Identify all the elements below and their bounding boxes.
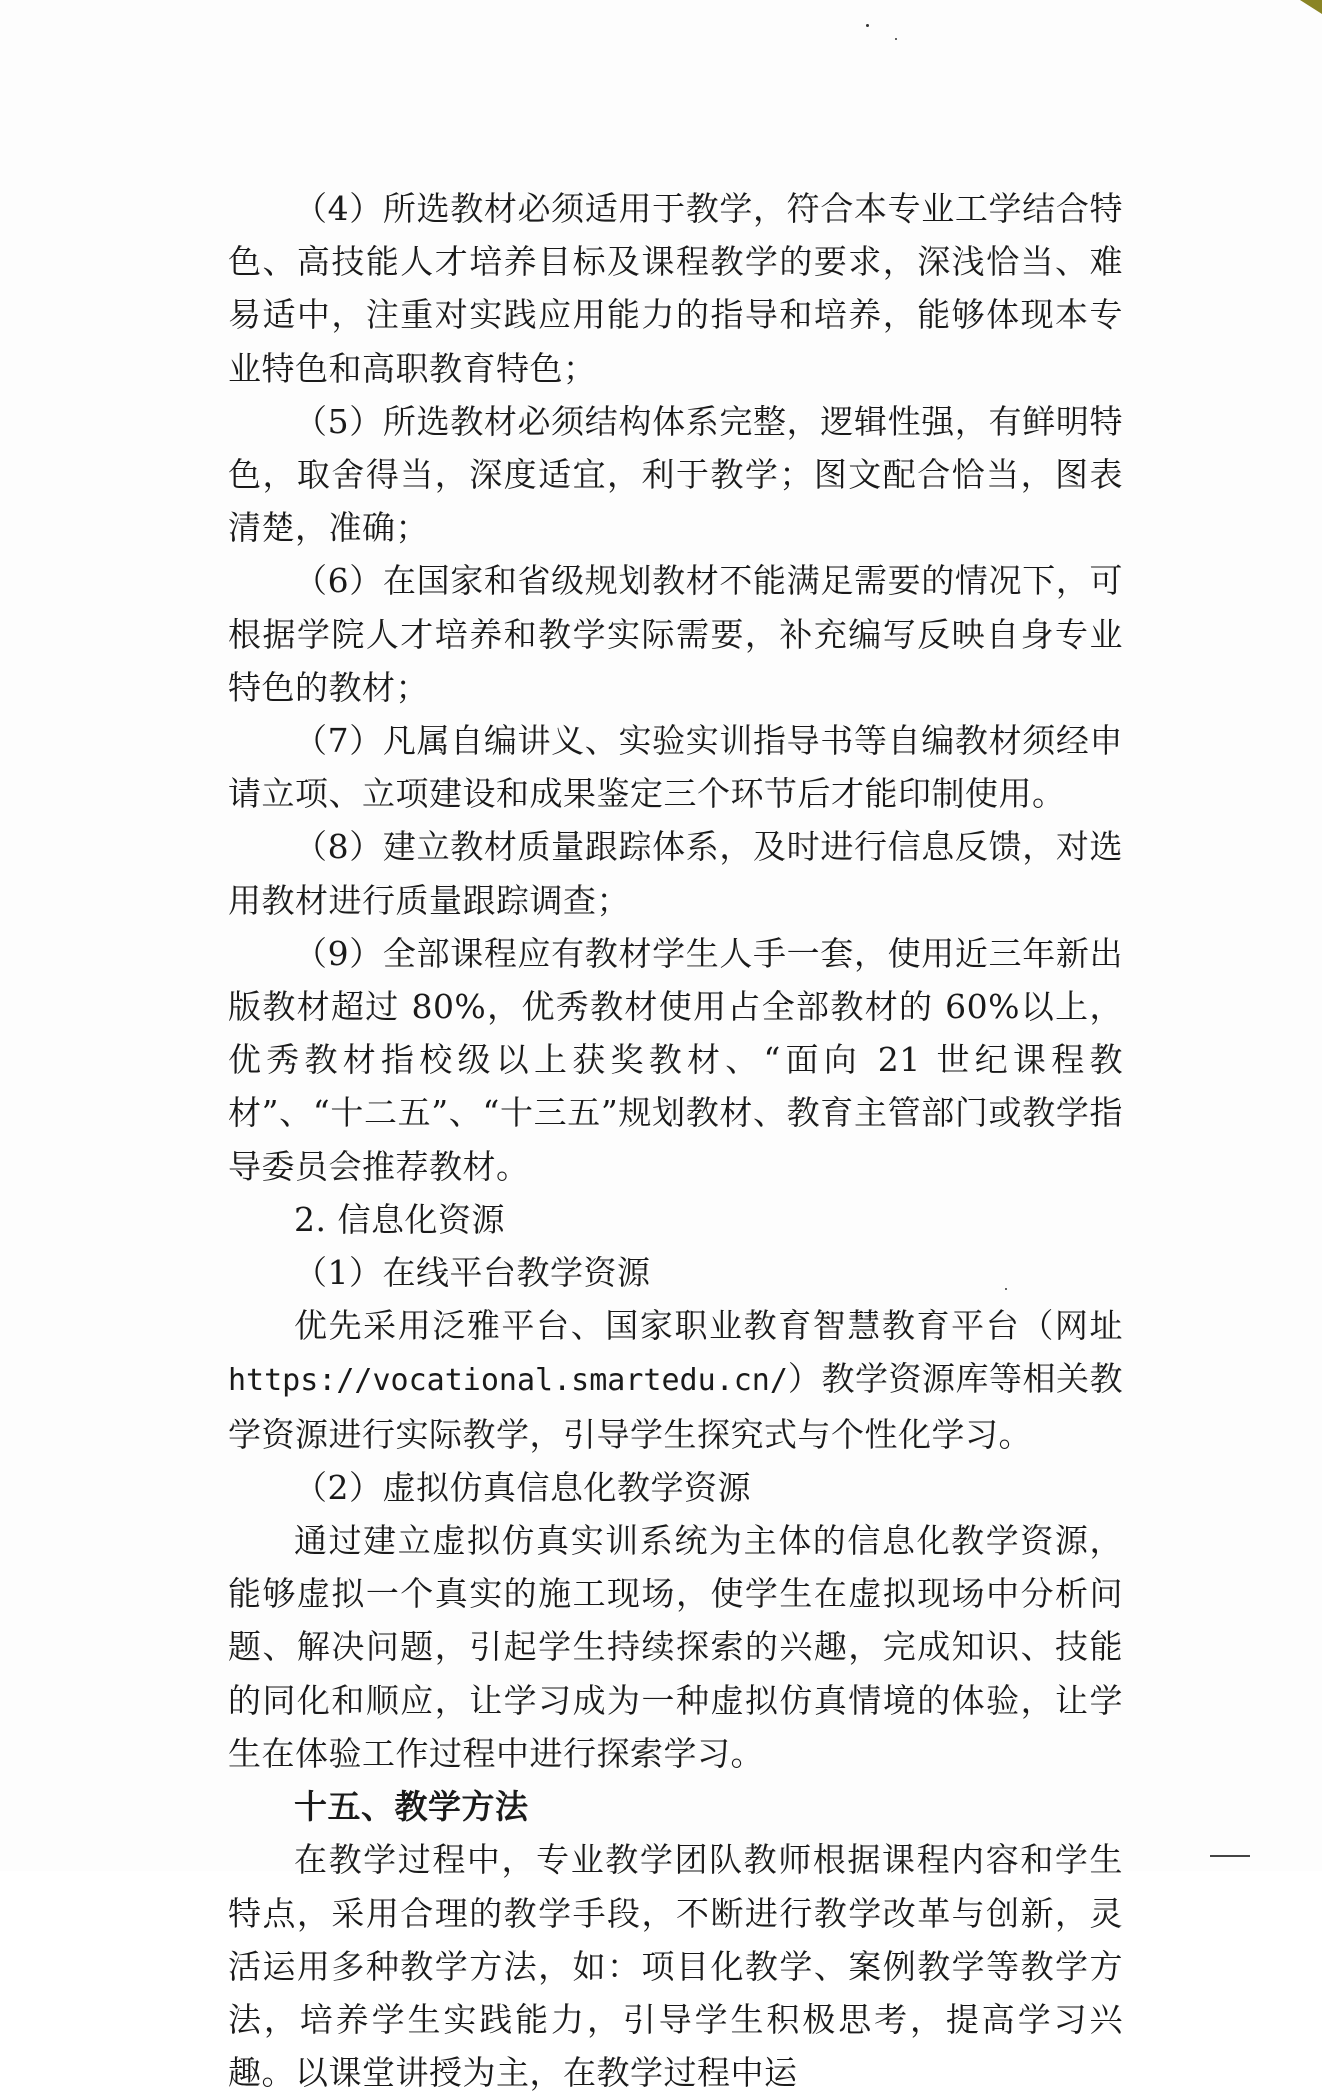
- virtual-simulation-paragraph: 通过建立虚拟仿真实训系统为主体的信息化教学资源，能够虚拟一个真实的施工现场，使学生在虚拟现场中分析问题、解决问题，引起学生持续探索的兴趣，完成知识、技能的同化和顺应，让学习成为一种虚拟仿真情境的体验，让学生在体验工作过程中进行探索学习。: [228, 1521, 1123, 1773]
- edge-mark: [1210, 1845, 1250, 1857]
- subsection-heading-virtual-simulation: （2）虚拟仿真信息化教学资源: [294, 1467, 751, 1507]
- subsection-heading-online-platform: （1）在线平台教学资源: [294, 1253, 651, 1293]
- online-platform-text-after: ）教学资源库等相关教学资源进行实际教学，引导学生探究式与个性化学习。: [228, 1359, 1123, 1454]
- paragraph-item-7: （7）凡属自编讲义、实验实训指导书等自编教材须经申请立项、立项建设和成果鉴定三个环节后才能印制使用。: [228, 721, 1123, 814]
- document-body: [228, 182, 1123, 2099]
- scan-speck: [895, 38, 897, 40]
- paragraph-item-6: （6）在国家和省级规划教材不能满足需要的情况下，可根据学院人才培养和教学实际需要，补充编写反映自身专业特色的教材；: [228, 561, 1123, 707]
- corner-mark: [1300, 0, 1322, 14]
- online-platform-paragraph: [228, 1299, 1123, 1461]
- online-platform-text-before: 优先采用泛雅平台、国家职业教育智慧教育平台（网址: [294, 1306, 1123, 1346]
- section-heading-informatization: 2. 信息化资源: [294, 1199, 505, 1239]
- paragraph-item-5: （5）所选教材必须结构体系完整，逻辑性强，有鲜明特色，取舍得当，深度适宜，利于教学；图文配合恰当，图表清楚，准确；: [228, 401, 1123, 548]
- section-heading-teaching-methods: 十五、教学方法: [294, 1787, 529, 1827]
- scan-speck: [866, 24, 869, 27]
- paragraph-item-4: （4）所选教材必须适用于教学，符合本专业工学结合特色、高技能人才培养目标及课程教学的要求，深浅恰当、难易适中，注重对实践应用能力的指导和培养，能够体现本专业特色和高职教育特色；: [228, 189, 1123, 388]
- paragraph-item-8: （8）建立教材质量跟踪体系，及时进行信息反馈，对选用教材进行质量跟踪调查；: [228, 827, 1123, 920]
- teaching-methods-paragraph: 在教学过程中，专业教学团队教师根据课程内容和学生特点，采用合理的教学手段，不断进行教学改革与创新，灵活运用多种教学方法，如：项目化教学、案例教学等教学方法，培养学生实践能力，引导学生积极思考，提高学习兴趣。以课堂讲授为主，在教学过程中运: [228, 1840, 1123, 2093]
- paragraph-item-9: （9）全部课程应有教材学生人手一套，使用近三年新出版教材超过 80%，优秀教材使用占全部教材的 60%以上，优秀教材指校级以上获奖教材、“面向 21 世纪课程教材”、“十二五”、“十三五”规划教材、教育主管部门或教学指导委员会推荐教材。: [228, 933, 1123, 1186]
- platform-url: https://vocational.smartedu.cn/: [228, 1363, 788, 1399]
